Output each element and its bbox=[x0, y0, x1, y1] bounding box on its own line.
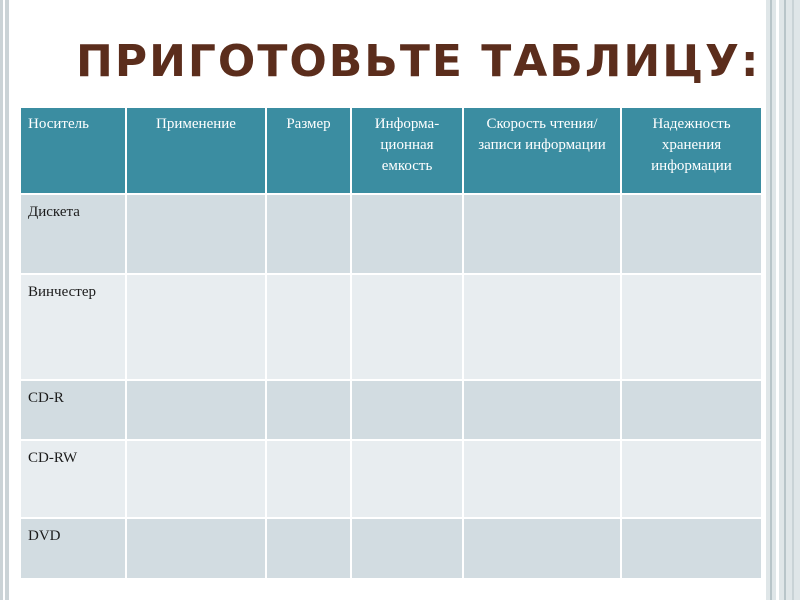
speed-cell bbox=[463, 380, 621, 440]
capacity-cell bbox=[351, 194, 463, 274]
speed-cell bbox=[463, 274, 621, 380]
size-cell bbox=[266, 194, 351, 274]
carrier-cell: CD-RW bbox=[20, 440, 126, 518]
header-reliability: Надежность хранения информации bbox=[621, 107, 762, 194]
application-cell bbox=[126, 194, 266, 274]
application-cell bbox=[126, 274, 266, 380]
right-frame-decoration bbox=[766, 0, 800, 600]
header-size: Размер bbox=[266, 107, 351, 194]
speed-cell bbox=[463, 518, 621, 579]
carrier-cell: Дискета bbox=[20, 194, 126, 274]
carrier-cell: DVD bbox=[20, 518, 126, 579]
media-table bbox=[19, 106, 763, 580]
size-cell bbox=[266, 518, 351, 579]
capacity-cell bbox=[351, 440, 463, 518]
application-cell bbox=[126, 380, 266, 440]
reliability-cell bbox=[621, 380, 762, 440]
capacity-cell bbox=[351, 380, 463, 440]
header-capacity: Информа-ционная емкость bbox=[351, 107, 463, 194]
reliability-cell bbox=[621, 440, 762, 518]
header-speed: Скорость чтения/записи информации bbox=[463, 107, 621, 194]
table-row bbox=[20, 194, 762, 274]
carrier-cell: Винчестер bbox=[20, 274, 126, 380]
reliability-cell bbox=[621, 274, 762, 380]
carrier-cell: CD-R bbox=[20, 380, 126, 440]
table-row bbox=[20, 380, 762, 440]
capacity-cell bbox=[351, 274, 463, 380]
table-row bbox=[20, 518, 762, 579]
table-row bbox=[20, 440, 762, 518]
slide-title: ПРИГОТОВЬТЕ ТАБЛИЦУ: bbox=[76, 36, 761, 87]
size-cell bbox=[266, 274, 351, 380]
reliability-cell bbox=[621, 518, 762, 579]
left-frame-decoration bbox=[0, 0, 9, 600]
header-application: Применение bbox=[126, 107, 266, 194]
application-cell bbox=[126, 518, 266, 579]
table-header-row bbox=[20, 107, 762, 194]
header-carrier: Носитель bbox=[20, 107, 126, 194]
application-cell bbox=[126, 440, 266, 518]
size-cell bbox=[266, 440, 351, 518]
size-cell bbox=[266, 380, 351, 440]
speed-cell bbox=[463, 194, 621, 274]
capacity-cell bbox=[351, 518, 463, 579]
reliability-cell bbox=[621, 194, 762, 274]
table-row bbox=[20, 274, 762, 380]
speed-cell bbox=[463, 440, 621, 518]
